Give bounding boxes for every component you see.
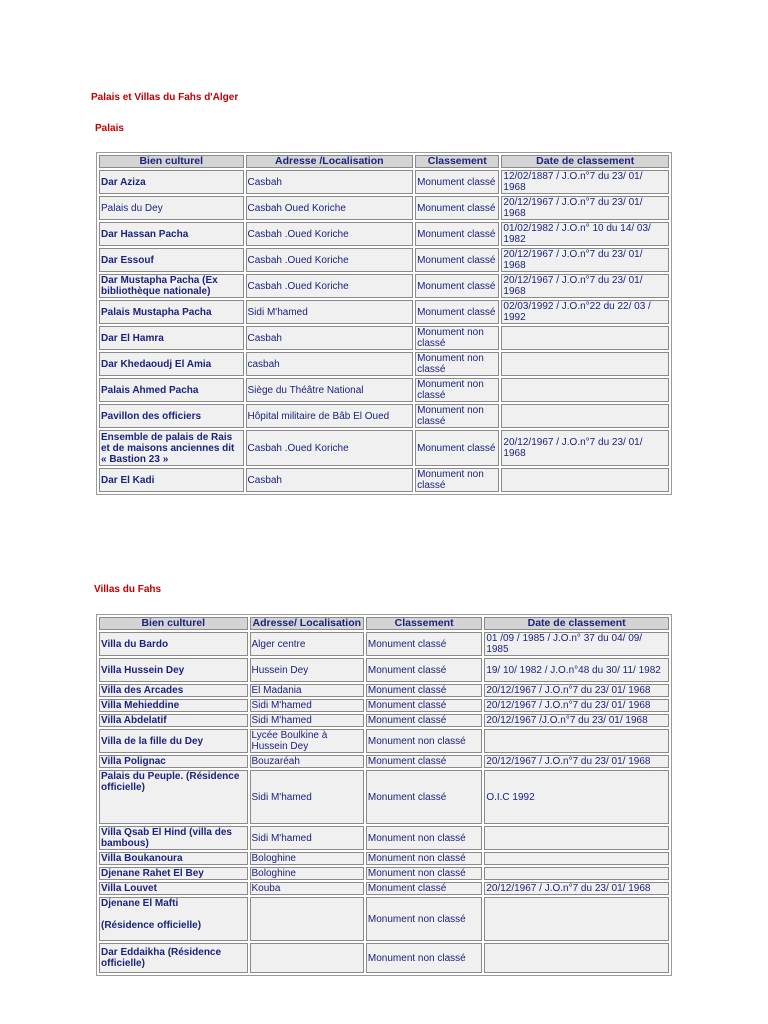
cell-bien-culturel: Dar El Kadi <box>99 468 244 492</box>
cell-bien-culturel: Dar Mustapha Pacha (Ex bibliothèque nationale) <box>99 274 244 298</box>
cell-bien-culturel: Dar Hassan Pacha <box>99 222 244 246</box>
column-header: Classement <box>366 617 482 630</box>
cell-date <box>484 826 669 850</box>
cell-bien-culturel: Dar Essouf <box>99 248 244 272</box>
cell-date: 02/03/1992 / J.O.n°22 du 22/ 03 / 1992 <box>501 300 669 324</box>
cell-bien-culturel: Villa Boukanoura <box>99 852 248 865</box>
table-header-row <box>99 155 669 168</box>
cell-classement: Monument non classé <box>415 326 499 350</box>
cell-classement: Monument classé <box>366 658 482 682</box>
cell-classement: Monument classé <box>366 714 482 727</box>
table-row <box>99 714 669 727</box>
cell-classement: Monument non classé <box>415 404 499 428</box>
cell-date: 20/12/1967 / J.O.n°7 du 23/ 01/ 1968 <box>484 882 669 895</box>
cell-adresse: Casbah .Oued Koriche <box>246 222 414 246</box>
cell-classement: Monument non classé <box>415 352 499 376</box>
cell-adresse: Bouzaréah <box>250 755 364 768</box>
table-row <box>99 729 669 753</box>
cell-bien-culturel: Ensemble de palais de Rais et de maisons anciennes dit « Bastion 23 » <box>99 430 244 466</box>
cell-classement: Monument classé <box>415 430 499 466</box>
page-title: Palais et Villas du Fahs d'Alger <box>91 92 239 103</box>
cell-date: 20/12/1967 / J.O.n°7 du 23/ 01/ 1968 <box>484 684 669 697</box>
cell-date: 19/ 10/ 1982 / J.O.n°48 du 30/ 11/ 1982 <box>484 658 669 682</box>
cell-classement: Monument non classé <box>366 867 482 880</box>
cell-adresse: Casbah Oued Koriche <box>246 196 414 220</box>
cell-classement: Monument classé <box>366 882 482 895</box>
table-row <box>99 352 669 376</box>
cell-date <box>501 352 669 376</box>
column-header: Date de classement <box>484 617 669 630</box>
column-header: Bien culturel <box>99 155 244 168</box>
column-header: Adresse/ Localisation <box>250 617 364 630</box>
table-row <box>99 943 669 973</box>
cell-date: 20/12/1967 / J.O.n°7 du 23/ 01/ 1968 <box>501 430 669 466</box>
table-row <box>99 404 669 428</box>
cell-bien-culturel: Pavillon des officiers <box>99 404 244 428</box>
cell-date <box>501 378 669 402</box>
table-row <box>99 326 669 350</box>
cell-adresse: Sidi M'hamed <box>250 714 364 727</box>
table-row <box>99 222 669 246</box>
cell-classement: Monument classé <box>415 170 499 194</box>
cell-date: 01 /09 / 1985 / J.O.n° 37 du 04/ 09/ 1985 <box>484 632 669 656</box>
cell-adresse: Sidi M'hamed <box>246 300 414 324</box>
cell-date <box>501 326 669 350</box>
cell-classement: Monument non classé <box>366 826 482 850</box>
cell-bien-culturel: Palais du Dey <box>99 196 244 220</box>
cell-classement: Monument non classé <box>366 729 482 753</box>
table-row <box>99 274 669 298</box>
table-row <box>99 430 669 466</box>
cell-date <box>501 468 669 492</box>
cell-date: 01/02/1982 / J.O.n° 10 du 14/ 03/ 1982 <box>501 222 669 246</box>
cell-adresse <box>250 943 364 973</box>
cell-adresse: Casbah <box>246 326 414 350</box>
cell-bien-culturel: Villa Abdelatif <box>99 714 248 727</box>
cell-date <box>484 852 669 865</box>
cell-date: 20/12/1967 / J.O.n°7 du 23/ 01/ 1968 <box>484 755 669 768</box>
cell-date: 20/12/1967 / J.O.n°7 du 23/ 01/ 1968 <box>501 196 669 220</box>
cell-classement: Monument non classé <box>366 897 482 941</box>
cell-adresse: Lycée Boulkine à Hussein Dey <box>250 729 364 753</box>
cell-adresse: Alger centre <box>250 632 364 656</box>
palais-table-body <box>99 170 669 492</box>
cell-adresse: Casbah .Oued Koriche <box>246 430 414 466</box>
cell-date: 20/12/1967 /J.O.n°7 du 23/ 01/ 1968 <box>484 714 669 727</box>
table-row <box>99 755 669 768</box>
cell-adresse: Sidi M'hamed <box>250 770 364 824</box>
column-header: Classement <box>415 155 499 168</box>
cell-bien-culturel: Palais du Peuple. (Résidence officielle) <box>99 770 248 824</box>
cell-date: O.I.C 1992 <box>484 770 669 824</box>
cell-bien-culturel: Villa Qsab El Hind (villa des bambous) <box>99 826 248 850</box>
table-row <box>99 867 669 880</box>
table-row <box>99 170 669 194</box>
cell-bien-culturel: Palais Mustapha Pacha <box>99 300 244 324</box>
table-row <box>99 770 669 824</box>
cell-classement: Monument classé <box>366 770 482 824</box>
cell-date <box>484 897 669 941</box>
cell-adresse: Sidi M'hamed <box>250 699 364 712</box>
cell-date: 12/02/1887 / J.O.n°7 du 23/ 01/ 1968 <box>501 170 669 194</box>
cell-date <box>484 867 669 880</box>
cell-bien-culturel: Villa Louvet <box>99 882 248 895</box>
cell-bien-culturel: Dar Khedaoudj El Amia <box>99 352 244 376</box>
table-row <box>99 300 669 324</box>
table-row <box>99 658 669 682</box>
table-row <box>99 632 669 656</box>
cell-adresse: Hussein Dey <box>250 658 364 682</box>
cell-classement: Monument non classé <box>366 852 482 865</box>
cell-classement: Monument classé <box>415 300 499 324</box>
cell-adresse: Casbah .Oued Koriche <box>246 248 414 272</box>
villas-table <box>96 614 672 976</box>
table-row <box>99 826 669 850</box>
villas-table-body <box>99 632 669 973</box>
cell-classement: Monument classé <box>366 632 482 656</box>
cell-adresse: El Madania <box>250 684 364 697</box>
cell-adresse <box>250 897 364 941</box>
column-header: Date de classement <box>501 155 669 168</box>
cell-bien-culturel: Villa du Bardo <box>99 632 248 656</box>
cell-bien-culturel: Villa Polignac <box>99 755 248 768</box>
table-row <box>99 882 669 895</box>
table-header-row <box>99 617 669 630</box>
palais-table <box>96 152 672 495</box>
cell-classement: Monument non classé <box>415 378 499 402</box>
section-heading-villas: Villas du Fahs <box>94 584 162 595</box>
table-row <box>99 196 669 220</box>
cell-bien-culturel: Palais Ahmed Pacha <box>99 378 244 402</box>
cell-bien-culturel: Djenane Rahet El Bey <box>99 867 248 880</box>
cell-adresse: Kouba <box>250 882 364 895</box>
table-row <box>99 378 669 402</box>
cell-classement: Monument classé <box>366 699 482 712</box>
cell-bien-culturel: Dar Eddaikha (Résidence officielle) <box>99 943 248 973</box>
table-row <box>99 468 669 492</box>
table-row <box>99 248 669 272</box>
cell-adresse: Hôpital militaire de Bâb El Oued <box>246 404 414 428</box>
cell-date: 20/12/1967 / J.O.n°7 du 23/ 01/ 1968 <box>501 248 669 272</box>
cell-bien-culturel: Villa des Arcades <box>99 684 248 697</box>
cell-bien-culturel: Villa Hussein Dey <box>99 658 248 682</box>
cell-bien-culturel: Villa Mehieddine <box>99 699 248 712</box>
cell-bien-culturel: Djenane El Mafti (Résidence officielle) <box>99 897 248 941</box>
cell-adresse: Bologhine <box>250 867 364 880</box>
cell-classement: Monument classé <box>366 684 482 697</box>
cell-date <box>484 943 669 973</box>
cell-classement: Monument classé <box>366 755 482 768</box>
cell-bien-culturel: Villa de la fille du Dey <box>99 729 248 753</box>
table-row <box>99 852 669 865</box>
cell-adresse: Siège du Théâtre National <box>246 378 414 402</box>
cell-classement: Monument classé <box>415 248 499 272</box>
cell-adresse: Casbah .Oued Koriche <box>246 274 414 298</box>
column-header: Bien culturel <box>99 617 248 630</box>
cell-date: 20/12/1967 / J.O.n°7 du 23/ 01/ 1968 <box>484 699 669 712</box>
section-heading-palais: Palais <box>95 123 124 134</box>
cell-date: 20/12/1967 / J.O.n°7 du 23/ 01/ 1968 <box>501 274 669 298</box>
cell-classement: Monument classé <box>415 196 499 220</box>
cell-classement: Monument non classé <box>415 468 499 492</box>
cell-classement: Monument non classé <box>366 943 482 973</box>
cell-adresse: Bologhine <box>250 852 364 865</box>
cell-classement: Monument classé <box>415 222 499 246</box>
cell-adresse: casbah <box>246 352 414 376</box>
cell-adresse: Casbah <box>246 468 414 492</box>
table-row <box>99 897 669 941</box>
cell-date <box>501 404 669 428</box>
cell-bien-culturel: Dar Aziza <box>99 170 244 194</box>
table-row <box>99 684 669 697</box>
cell-adresse: Casbah <box>246 170 414 194</box>
column-header: Adresse /Localisation <box>246 155 414 168</box>
cell-classement: Monument classé <box>415 274 499 298</box>
table-row <box>99 699 669 712</box>
cell-adresse: Sidi M'hamed <box>250 826 364 850</box>
cell-date <box>484 729 669 753</box>
cell-bien-culturel: Dar El Hamra <box>99 326 244 350</box>
